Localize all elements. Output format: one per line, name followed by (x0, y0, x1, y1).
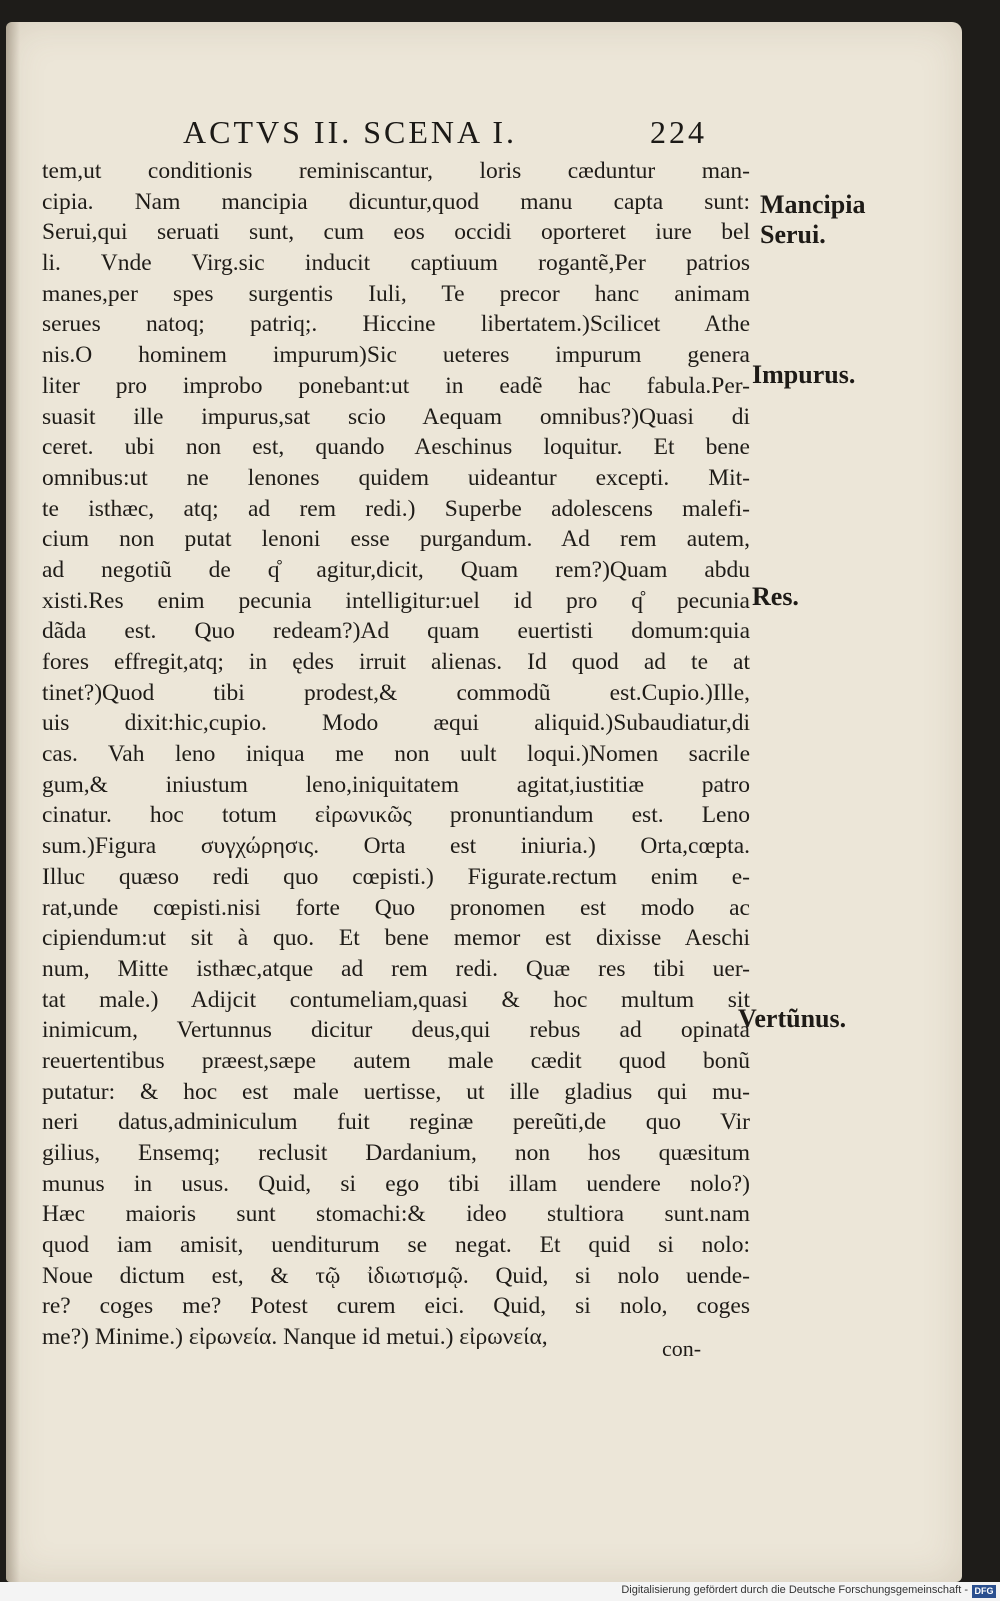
text-line: inimicum, Vertunnus dicitur deus,qui rebus ad opinata (42, 1017, 750, 1044)
text-line: Noue dictum est, & τῷ ἰδιωτισμῷ. Quid, si nolo uende- (42, 1262, 750, 1289)
text-line: cinatur. hoc totum εἰρωνικῶς pronuntiandum est. Leno (42, 802, 750, 829)
marginal-note-impurus: Impurus. (752, 360, 856, 389)
text-line: tat male.) Adijcit contumeliam,quasi & hoc multum sit (42, 986, 750, 1013)
text-line: tinet?)Quod tibi prodest,& commodũ est.Cupio.)Ille, (42, 679, 750, 706)
text-line: liter pro improbo ponebant:ut in eadẽ hac fabula.Per- (42, 372, 750, 399)
text-line: reuertentibus præest,sæpe autem male cædit quod bonũ (42, 1047, 750, 1074)
text-line: xisti.Res enim pecunia intelligitur:uel id pro q̊ pecunia (42, 587, 750, 614)
page-header (183, 114, 743, 154)
text-line: rat,unde cœpisti.nisi forte Quo pronomen est modo ac (42, 894, 750, 921)
text-line: sum.)Figura συγχώρησις. Orta est iniuria.) Orta,cœpta. (42, 833, 750, 860)
text-line: me?) Minime.) εἰρωνεία. Nanque id metui.) εἰρωνεία, (42, 1324, 548, 1351)
dfg-logo: DFG (972, 1585, 996, 1598)
text-line: ad negotiũ de q̊ agitur,dicit, Quam rem?)Quam abdu (42, 556, 750, 583)
marginal-note-serui: Serui. (760, 220, 826, 249)
marginal-note-mancipia: Mancipia (760, 190, 866, 219)
text-line: cium non putat lenoni esse purgandum. Ad rem autem, (42, 526, 750, 553)
text-line: nis.O hominem impurum)Sic ueteres impurum genera (42, 342, 750, 369)
text-line: dãda est. Quo redeam?)Ad quam euertisti domum:quia (42, 618, 750, 645)
text-line: ceret. ubi non est, quando Aeschinus loquitur. Et bene (42, 434, 750, 461)
text-line: Hæc maioris sunt stomachi:& ideo stultiora sunt.nam (42, 1201, 750, 1228)
text-line: tem,ut conditionis reminiscantur, loris cæduntur man- (42, 158, 750, 184)
text-line: fores effregit,atq; in ędes irruit alienas. Id quod ad te at (42, 649, 750, 675)
text-line: re? coges me? Potest curem eici. Quid, si nolo, coges (42, 1293, 750, 1320)
text-line: gum,& iniustum leno,iniquitatem agitat,iustitiæ patro (42, 771, 750, 798)
text-line: te isthæc, atq; ad rem redi.) Superbe adolescens malefi- (42, 495, 750, 522)
text-line: suasit ille impurus,sat scio Aequam omnibus?)Quasi di (42, 403, 750, 430)
text-line: Illuc quæso redi quo cœpisti.) Figurate.rectum enim e- (42, 863, 750, 890)
text-line: cipiendum:ut sit à quo. Et bene memor est dixisse Aeschi (42, 925, 750, 952)
folio-number: 224 (650, 114, 707, 150)
text-line: Serui,qui seruati sunt, cum eos occidi oporteret iure bel (42, 219, 750, 246)
text-line: omnibus:ut ne lenones quidem uideantur excepti. Mit- (42, 464, 750, 491)
page-gutter-shadow (6, 22, 20, 1582)
text-line: gilius, Ensemq; reclusit Dardanium, non hos quæsitum (42, 1140, 750, 1166)
marginal-note-vertunus: Vertũnus. (738, 1004, 847, 1033)
commentary-text (42, 156, 750, 1353)
text-line: manes,per spes surgentis Iuli, Te precor hanc animam (42, 280, 750, 307)
text-line: cas. Vah leno iniqua me non uult loqui.)Nomen sacrile (42, 741, 750, 768)
running-head: ACTVS II. SCENA I. (183, 114, 518, 150)
catchword: con- (662, 1336, 702, 1361)
text-line: putatur: & hoc est male uertisse, ut ille gladius qui mu- (42, 1078, 750, 1105)
text-line: cipia. Nam mancipia dicuntur,quod manu capta sunt: (42, 188, 750, 215)
digitization-footer (0, 1582, 1000, 1601)
footer-credit: Digitalisierung gefördert durch die Deutsche Forschungsgemeinschaft - (621, 1584, 968, 1596)
text-line: uis dixit:hic,cupio. Modo æqui aliquid.)Subaudiatur,di (42, 710, 750, 737)
marginal-note-res: Res. (752, 582, 799, 611)
text-line: num, Mitte isthæc,atque ad rem redi. Quæ res tibi uer- (42, 955, 750, 982)
text-line: quod iam amisit, uenditurum se negat. Et quid si nolo: (42, 1232, 750, 1259)
text-line: serues natoq; patriq;. Hiccine libertatem.)Scilicet Athe (42, 311, 750, 338)
text-line: munus in usus. Quid, si ego tibi illam uendere nolo?) (42, 1170, 750, 1197)
text-line: neri datus,adminiculum fuit reginæ pereũti,de quo Vir (42, 1109, 750, 1136)
text-line: li. Vnde Virg.sic inducit captiuum rogantẽ,Per patrios (42, 250, 750, 277)
